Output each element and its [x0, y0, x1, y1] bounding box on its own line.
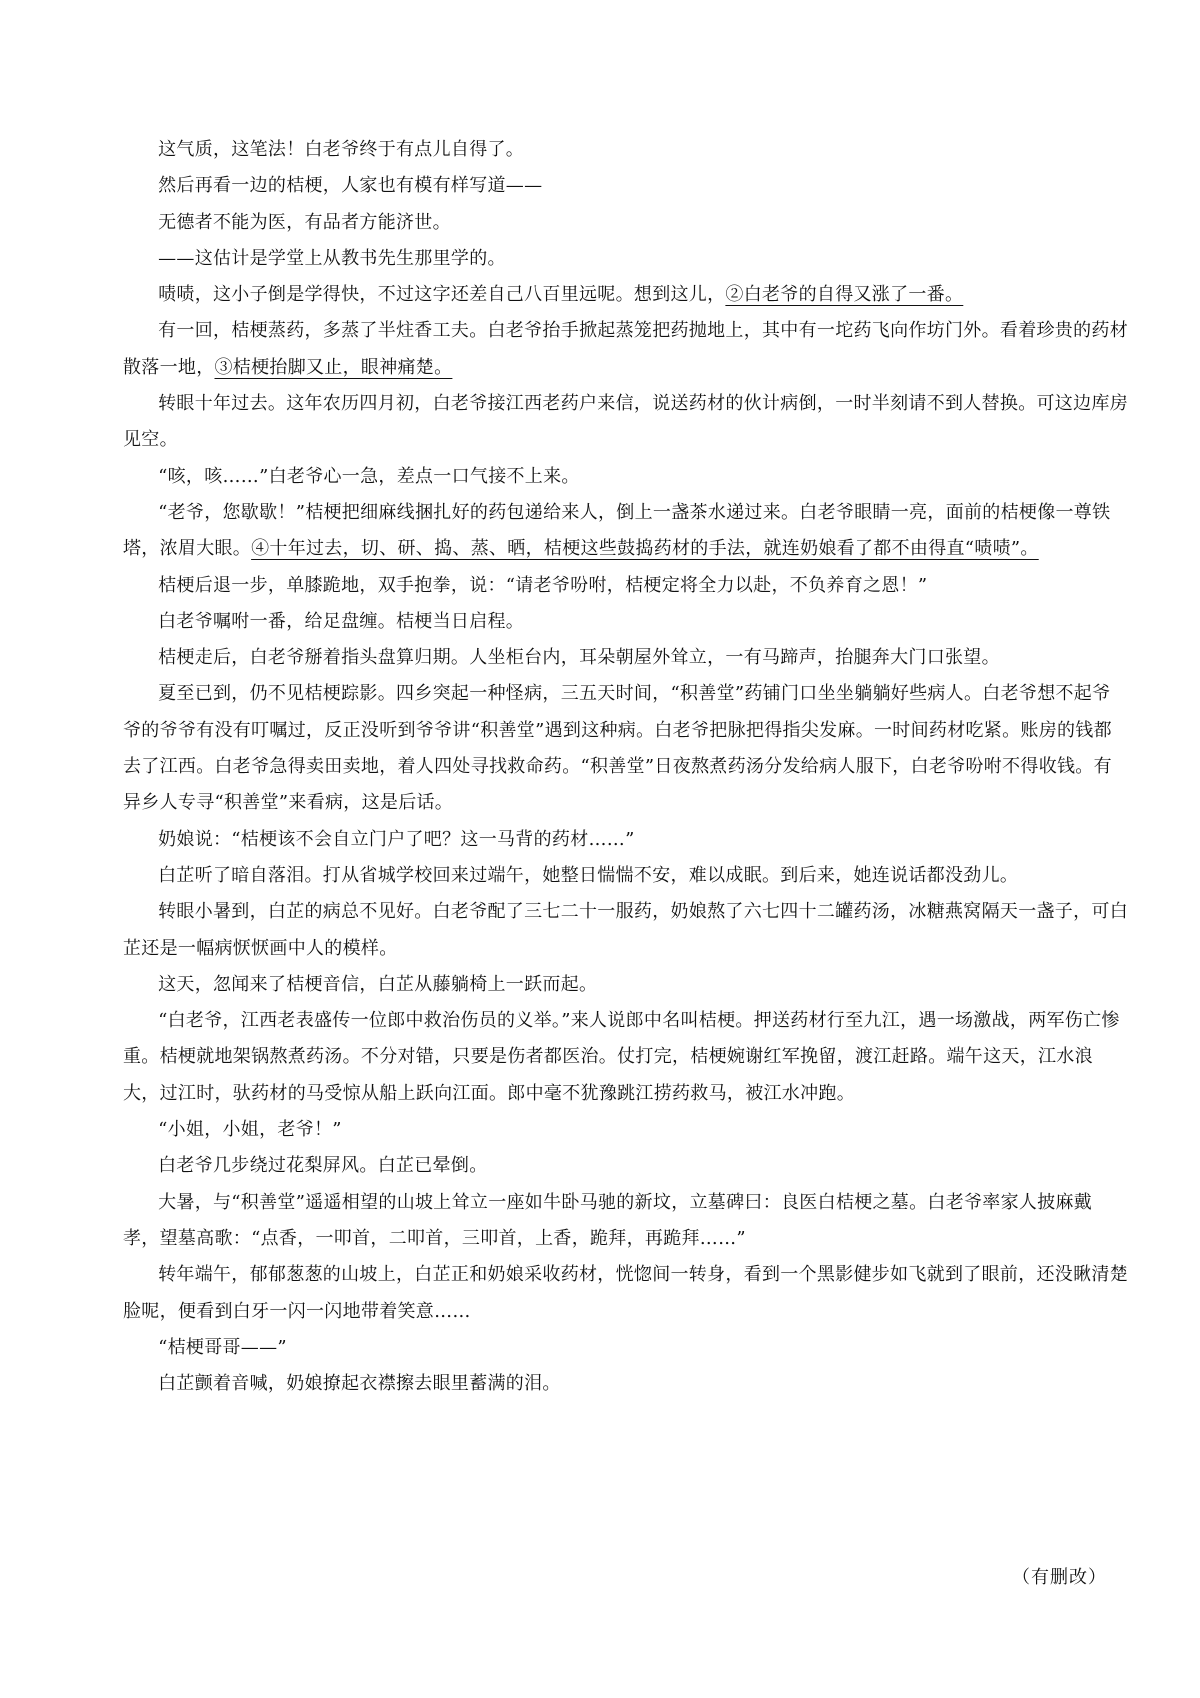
paragraph-22: 转年端午，郁郁葱葱的山坡上，白芷正和奶娘采收药材，恍惚间一转身，看到一个黑影健步如飞就到了眼前，还没瞅清楚脸呢，便看到白牙一闪一闪地带着笑意……: [123, 1264, 1128, 1322]
underlined-sentence-4: ④十年过去，切、研、捣、蒸、晒，桔梗这些鼓捣药材的手法，就连奶娘看了都不由得直“啧啧”。: [251, 538, 1039, 560]
paragraph-11: 白老爷嘱咐一番，给足盘缠。桔梗当日启程。: [158, 610, 525, 632]
paragraph-2: 然后再看一边的桔梗，人家也有模有样写道——: [158, 175, 543, 197]
paragraph-3: 无德者不能为医，有品者方能济世。: [158, 211, 451, 233]
paragraph-21: 大暑，与“积善堂”遥遥相望的山坡上耸立一座如牛卧马驰的新坟，立墓碑曰：良医白桔梗之墓。白老爷率家人披麻戴孝，望墓高歌：“点香，一叩首，二叩首，三叩首，上香，跪拜，再跪拜……”: [123, 1191, 1093, 1249]
paragraph-18: “白老爷，江西老表盛传一位郎中救治伤员的义举。”来人说郎中名叫桔梗。押送药材行至九江，遇一场激战，两军伤亡惨重。桔梗就地架锅熬煮药汤。不分对错，只要是伤者都医治。仗打完，桔梗婉谢红军挽留，渡江赶路。端午这天，江水浪大，过江时，驮药材的马受惊从船上跃向江面。郎中毫不犹豫跳江捞药救马，被江水冲跑。: [123, 1010, 1120, 1104]
paragraph-24: 白芷颤着音喊，奶娘撩起衣襟擦去眼里蓄满的泪。: [158, 1373, 561, 1395]
paragraph-6: [123, 313, 1128, 386]
paragraph-13: 夏至已到，仍不见桔梗踪影。四乡突起一种怪病，三五天时间，“积善堂”药铺门口坐坐躺躺好些病人。白老爷想不起爷爷的爷爷有没有叮嘱过，反正没听到爷爷讲“积善堂”遇到这种病。白老爷把脉把得指尖发麻。一时间药材吃紧。账房的钱都去了江西。白老爷急得卖田卖地，着人四处寻找救命药。“积善堂”日夜熬煮药汤分发给病人服下，白老爷吩咐不得收钱。有异乡人专寻“积善堂”来看病，这是后话。: [123, 683, 1112, 814]
paragraph-8: “咳，咳……”白老爷心一急，差点一口气接不上来。: [158, 465, 580, 487]
paragraph-1: 这气质，这笔法！白老爷终于有点儿自得了。: [158, 139, 525, 160]
paragraph-14: 奶娘说：“桔梗该不会自立门户了吧？这一马背的药材……”: [158, 828, 635, 850]
paragraph-6-text: 有一回，桔梗蒸药，多蒸了半炷香工夫。白老爷抬手掀起蒸笼把药抛地上，其中有一坨药飞向作坊门外。看着珍贵的药材散落一地，: [123, 320, 1128, 378]
paragraph-23: “桔梗哥哥——”: [158, 1336, 287, 1358]
underlined-sentence-2: ②白老爷的自得又涨了一番。: [725, 284, 964, 306]
paragraph-7: 转眼十年过去。这年农历四月初，白老爷接江西老药户来信，说送药材的伙计病倒，一时半刻请不到人替换。可这边库房见空。: [123, 393, 1128, 451]
paragraph-5-text: 啧啧，这小子倒是学得快，不过这字还差自己八百里远呢。想到这儿，: [158, 284, 726, 306]
paragraph-10: 桔梗后退一步，单膝跪地，双手抱拳，说：“请老爷吩咐，桔梗定将全力以赴，不负养育之恩！”: [158, 574, 928, 596]
paragraph-17: 这天，忽闻来了桔梗音信，白芷从藤躺椅上一跃而起。: [158, 973, 598, 995]
paragraph-16: 转眼小暑到，白芷的病总不见好。白老爷配了三七二十一服药，奶娘熬了六七四十二罐药汤，冰糖燕窝隔天一盏子，可白芷还是一幅病恹恹画中人的模样。: [123, 901, 1128, 959]
paragraph-9: [123, 495, 1128, 568]
paragraph-5: [123, 277, 1128, 313]
paragraph-12: 桔梗走后，白老爷掰着指头盘算归期。人坐柜台内，耳朵朝屋外耸立，一有马蹄声，抬腿奔大门口张望。: [158, 647, 1000, 669]
paragraph-15: 白芷听了暗自落泪。打从省城学校回来过端午，她整日惴惴不安，难以成眠。到后来，她连说话都没劲儿。: [158, 864, 1019, 886]
paragraph-20: 白老爷几步绕过花梨屏风。白芷已晕倒。: [158, 1155, 488, 1177]
paragraph-9-text: “老爷，您歇歇！”桔梗把细麻线捆扎好的药包递给来人，倒上一盏茶水递过来。白老爷眼睛一亮，面前的桔梗像一尊铁塔，浓眉大眼。: [123, 501, 1111, 560]
source-note: （有删改）: [1012, 1567, 1107, 1588]
underlined-sentence-3: ③桔梗抬脚又止，眼神痛楚。: [214, 356, 453, 378]
paragraph-19: “小姐，小姐，老爷！”: [158, 1119, 342, 1141]
paragraph-4: ——这估计是学堂上从教书先生那里学的。: [158, 247, 506, 269]
